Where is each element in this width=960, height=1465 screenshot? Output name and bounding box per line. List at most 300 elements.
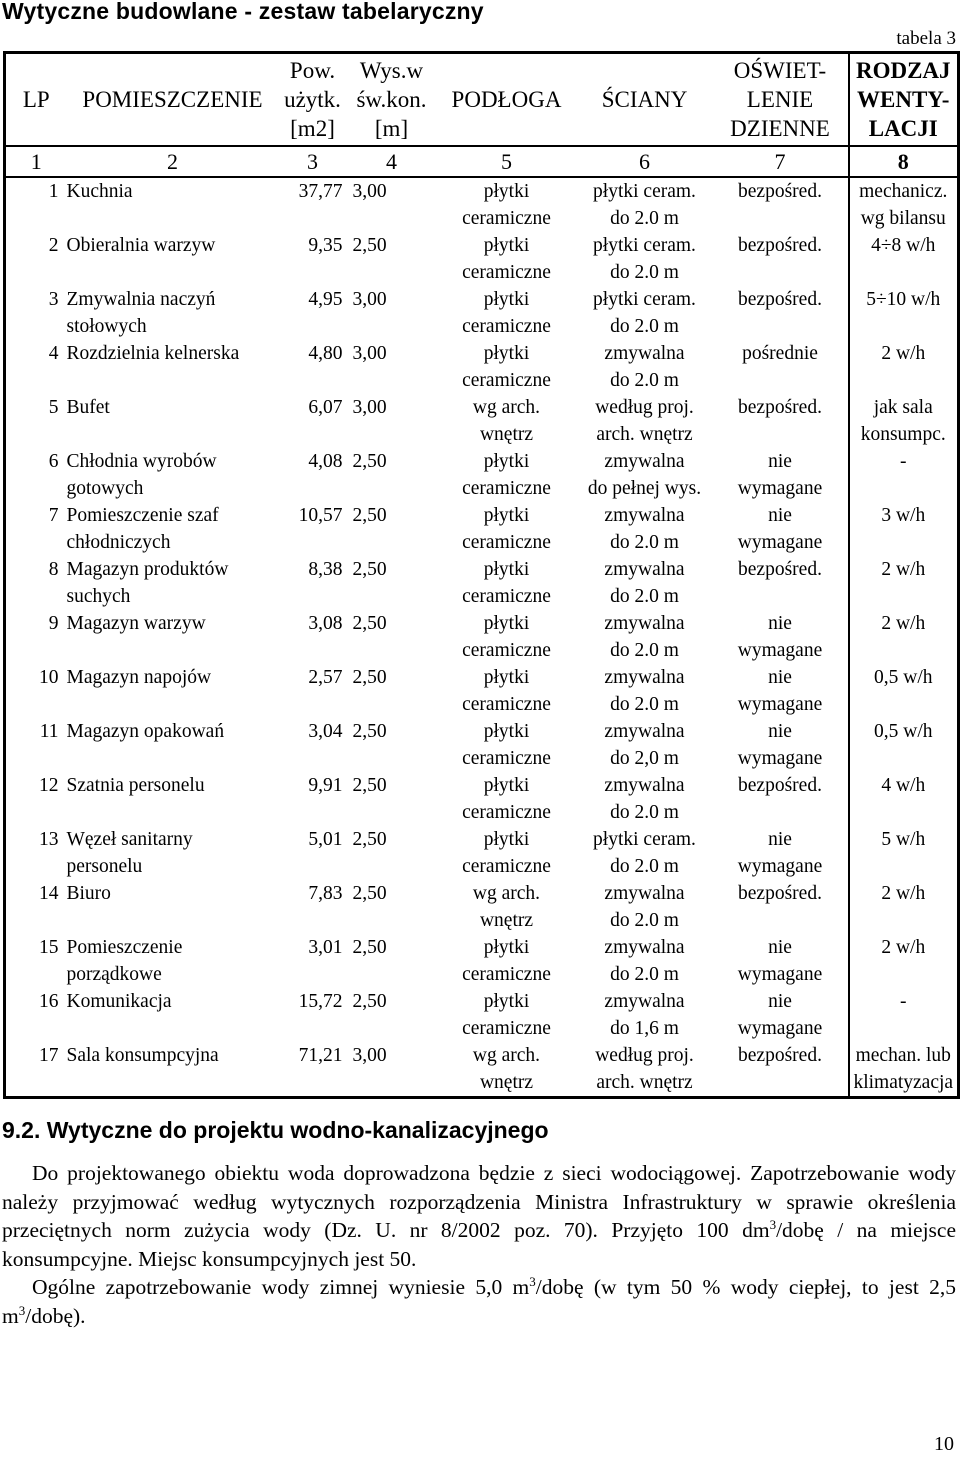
cell-lighting-line: wymagane <box>737 964 823 985</box>
cell-lighting <box>713 934 849 988</box>
cell-lighting <box>713 772 849 826</box>
column-number: 8 <box>849 146 959 177</box>
cell-room-name <box>67 502 279 556</box>
cell-area: 3,08 <box>308 613 343 634</box>
cell-lighting-line: bezpośred. <box>738 559 822 580</box>
table-row <box>5 556 959 610</box>
cell-floor <box>437 448 577 502</box>
cell-walls <box>577 502 713 556</box>
cell-walls <box>577 448 713 502</box>
cell-lp: 10 <box>39 667 59 688</box>
cell-height: 2,50 <box>352 937 387 958</box>
cell-walls-line: płytki ceram. <box>593 235 696 256</box>
cell-lighting <box>713 556 849 610</box>
cell-walls-line: do 2.0 m <box>610 910 679 931</box>
table-row <box>5 934 959 988</box>
cell-height: 3,00 <box>352 343 387 364</box>
cell-walls-line: zmywalna <box>604 343 685 364</box>
cell-walls-line: do 2.0 m <box>610 208 679 229</box>
table-row <box>5 826 959 880</box>
cell-walls-line: do 2.0 m <box>610 964 679 985</box>
cell-walls-line: zmywalna <box>604 991 685 1012</box>
cell-room-name-line: Węzeł sanitarny <box>66 829 193 850</box>
cell-floor <box>437 394 577 448</box>
cell-area: 3,04 <box>308 721 343 742</box>
cell-walls <box>577 232 713 286</box>
cell-walls <box>577 610 713 664</box>
cell-room-name-line: Magazyn produktów <box>66 559 229 580</box>
header-line: DZIENNE <box>730 116 830 141</box>
header-line: RODZAJ <box>855 58 951 83</box>
cell-lighting-line: nie <box>768 451 792 472</box>
cell-area: 6,07 <box>308 397 343 418</box>
cell-ventilation <box>849 286 959 340</box>
cell-ventilation <box>849 1042 959 1098</box>
cell-height: 2,50 <box>352 613 387 634</box>
cell-lp: 13 <box>39 829 59 850</box>
header-line: [m2] <box>290 116 335 141</box>
cell-lp: 12 <box>39 775 59 796</box>
cell-lp: 14 <box>39 883 59 904</box>
cell-height: 2,50 <box>352 775 387 796</box>
paragraph-text: Ogólne zapotrzebowanie wody zimnej wyniesie 5,0 m <box>32 1275 530 1299</box>
cell-ventilation-line: 2 w/h <box>881 559 926 580</box>
superscript: 3 <box>529 1273 536 1289</box>
cell-ventilation-line: 4÷8 w/h <box>871 235 936 256</box>
table-row <box>5 1042 959 1098</box>
cell-walls <box>577 934 713 988</box>
cell-walls <box>577 177 713 232</box>
cell-floor-line: ceramiczne <box>462 370 551 391</box>
cell-room-name-line: gotowych <box>66 478 144 499</box>
page-number: 10 <box>934 1433 954 1455</box>
cell-floor-line: ceramiczne <box>462 748 551 769</box>
cell-area: 15,72 <box>298 991 343 1012</box>
cell-walls-line: płytki ceram. <box>593 289 696 310</box>
cell-lighting-line: wymagane <box>737 748 823 769</box>
table-row <box>5 448 959 502</box>
cell-ventilation <box>849 448 959 502</box>
cell-height: 2,50 <box>352 559 387 580</box>
header-lp <box>5 53 67 147</box>
cell-walls <box>577 772 713 826</box>
cell-room-name <box>67 556 279 610</box>
cell-floor <box>437 718 577 772</box>
cell-lp: 6 <box>48 451 59 472</box>
cell-room-name <box>67 394 279 448</box>
cell-ventilation-line: 0,5 w/h <box>874 721 933 742</box>
cell-walls-line: zmywalna <box>604 613 685 634</box>
header-line: LENIE <box>746 87 814 112</box>
header-line: LACJI <box>868 116 938 141</box>
cell-ventilation-line: 2 w/h <box>881 937 926 958</box>
cell-walls-line: zmywalna <box>604 451 685 472</box>
header-area <box>279 53 347 147</box>
cell-walls-line: arch. wnętrz <box>596 1072 693 1093</box>
cell-floor-line: płytki <box>483 451 530 472</box>
cell-ventilation-line: 2 w/h <box>881 883 926 904</box>
cell-height: 3,00 <box>352 289 387 310</box>
cell-ventilation-line: mechanicz. <box>859 181 948 202</box>
cell-walls <box>577 556 713 610</box>
cell-room-name <box>67 880 279 934</box>
cell-ventilation <box>849 988 959 1042</box>
page-title: Wytyczne budowlane - zestaw tabelaryczny <box>2 0 484 24</box>
cell-lighting-line: wymagane <box>737 694 823 715</box>
cell-lighting-line: nie <box>768 613 792 634</box>
cell-area: 8,38 <box>308 559 343 580</box>
table-row <box>5 880 959 934</box>
cell-room-name-line: Magazyn opakowań <box>66 721 225 742</box>
cell-ventilation <box>849 340 959 394</box>
cell-floor <box>437 880 577 934</box>
header-line: ŚCIANY <box>601 87 688 112</box>
cell-room-name-line: Biuro <box>66 883 111 904</box>
cell-height: 2,50 <box>352 505 387 526</box>
cell-floor-line: płytki <box>483 775 530 796</box>
cell-walls-line: według proj. <box>595 397 694 418</box>
header-line: WENTY- <box>857 87 950 112</box>
cell-lighting-line: wymagane <box>737 856 823 877</box>
cell-lp: 16 <box>39 991 59 1012</box>
cell-ventilation <box>849 502 959 556</box>
cell-lighting <box>713 664 849 718</box>
cell-floor-line: płytki <box>483 937 530 958</box>
cell-walls-line: do 2.0 m <box>610 586 679 607</box>
cell-floor <box>437 232 577 286</box>
header-line: [m] <box>374 116 409 141</box>
header-line: Wys.w <box>359 58 424 83</box>
paragraph-water-supply <box>2 1159 956 1273</box>
cell-lighting-line: wymagane <box>737 1018 823 1039</box>
cell-walls <box>577 664 713 718</box>
cell-walls-line: zmywalna <box>604 721 685 742</box>
cell-floor-line: płytki <box>483 613 530 634</box>
cell-floor <box>437 610 577 664</box>
header-line: LP <box>22 87 50 112</box>
cell-floor-line: płytki <box>483 721 530 742</box>
cell-floor-line: ceramiczne <box>462 532 551 553</box>
cell-room-name <box>67 177 279 232</box>
cell-ventilation <box>849 718 959 772</box>
header-line: PODŁOGA <box>451 87 562 112</box>
cell-lighting-line: bezpośred. <box>738 235 822 256</box>
cell-room-name-line: Kuchnia <box>66 181 133 202</box>
cell-ventilation-line: mechan. lub <box>855 1045 951 1066</box>
cell-lighting <box>713 448 849 502</box>
cell-lp: 1 <box>48 181 59 202</box>
cell-ventilation-line: 0,5 w/h <box>874 667 933 688</box>
cell-height: 2,50 <box>352 667 387 688</box>
cell-floor-line: płytki <box>483 559 530 580</box>
cell-ventilation <box>849 664 959 718</box>
cell-lighting-line: bezpośred. <box>738 883 822 904</box>
cell-area: 9,35 <box>308 235 343 256</box>
cell-floor-line: ceramiczne <box>462 586 551 607</box>
cell-walls-line: zmywalna <box>604 775 685 796</box>
cell-floor-line: płytki <box>483 991 530 1012</box>
cell-room-name <box>67 664 279 718</box>
cell-height: 2,50 <box>352 721 387 742</box>
cell-lp: 17 <box>39 1045 59 1066</box>
cell-lighting-line: bezpośred. <box>738 397 822 418</box>
cell-walls-line: zmywalna <box>604 937 685 958</box>
cell-floor-line: wnętrz <box>479 424 534 445</box>
cell-floor-line: płytki <box>483 343 530 364</box>
cell-lighting <box>713 1042 849 1098</box>
cell-room-name <box>67 718 279 772</box>
cell-lp: 9 <box>48 613 59 634</box>
cell-walls-line: zmywalna <box>604 667 685 688</box>
cell-floor-line: płytki <box>483 829 530 850</box>
superscript: 3 <box>769 1216 777 1232</box>
cell-room-name <box>67 772 279 826</box>
cell-lp: 5 <box>48 397 59 418</box>
cell-room-name-line: porządkowe <box>66 964 162 985</box>
cell-area: 7,83 <box>308 883 343 904</box>
cell-ventilation-line: 5 w/h <box>881 829 926 850</box>
cell-room-name-line: stołowych <box>66 316 147 337</box>
header-floor <box>437 53 577 147</box>
cell-lighting <box>713 826 849 880</box>
cell-area: 4,95 <box>308 289 343 310</box>
cell-walls-line: do 2.0 m <box>610 802 679 823</box>
cell-area: 2,57 <box>308 667 343 688</box>
cell-height: 3,00 <box>352 397 387 418</box>
cell-floor <box>437 988 577 1042</box>
cell-floor <box>437 340 577 394</box>
cell-walls-line: do 2.0 m <box>610 532 679 553</box>
cell-walls-line: do 2.0 m <box>610 316 679 337</box>
cell-room-name <box>67 988 279 1042</box>
cell-walls-line: do 2.0 m <box>610 856 679 877</box>
cell-floor-line: płytki <box>483 289 530 310</box>
cell-walls-line: płytki ceram. <box>593 181 696 202</box>
cell-lp: 7 <box>48 505 59 526</box>
column-number: 6 <box>577 146 713 177</box>
cell-floor-line: wnętrz <box>479 1072 534 1093</box>
cell-walls-line: do 2.0 m <box>610 262 679 283</box>
table-row <box>5 772 959 826</box>
cell-ventilation <box>849 826 959 880</box>
section-body <box>2 1159 956 1330</box>
cell-room-name <box>67 1042 279 1098</box>
header-row <box>5 53 959 147</box>
cell-lighting-line: bezpośred. <box>738 1045 822 1066</box>
cell-height: 3,00 <box>352 181 387 202</box>
table-row <box>5 664 959 718</box>
cell-ventilation-line: wg bilansu <box>860 208 946 229</box>
cell-room-name <box>67 286 279 340</box>
cell-walls-line: do 1,6 m <box>610 1018 679 1039</box>
cell-room-name-line: Szatnia personelu <box>66 775 205 796</box>
cell-ventilation-line: - <box>900 991 907 1012</box>
cell-floor-line: ceramiczne <box>462 802 551 823</box>
cell-walls <box>577 988 713 1042</box>
cell-floor-line: wg arch. <box>472 397 541 418</box>
cell-lighting-line: nie <box>768 721 792 742</box>
cell-ventilation <box>849 772 959 826</box>
cell-ventilation-line: 4 w/h <box>881 775 926 796</box>
table-caption: tabela 3 <box>896 28 956 49</box>
cell-walls <box>577 718 713 772</box>
cell-lighting-line: nie <box>768 505 792 526</box>
cell-lighting <box>713 610 849 664</box>
cell-walls <box>577 340 713 394</box>
table-row <box>5 340 959 394</box>
cell-walls-line: do 2.0 m <box>610 640 679 661</box>
superscript: 3 <box>18 1302 26 1318</box>
column-number: 4 <box>347 146 437 177</box>
cell-lighting-line: nie <box>768 991 792 1012</box>
header-ventilation <box>849 53 959 147</box>
cell-room-name-line: Komunikacja <box>66 991 172 1012</box>
cell-room-name-line: Pomieszczenie <box>66 937 183 958</box>
paragraph-water-demand <box>2 1273 956 1330</box>
cell-lighting-line: wymagane <box>737 640 823 661</box>
cell-floor <box>437 772 577 826</box>
cell-ventilation <box>849 610 959 664</box>
cell-floor-line: ceramiczne <box>462 964 551 985</box>
cell-height: 2,50 <box>352 883 387 904</box>
cell-area: 9,91 <box>308 775 343 796</box>
cell-floor <box>437 664 577 718</box>
cell-lighting-line: nie <box>768 667 792 688</box>
cell-room-name <box>67 232 279 286</box>
cell-area: 37,77 <box>298 181 343 202</box>
cell-lighting <box>713 232 849 286</box>
cell-floor <box>437 286 577 340</box>
cell-area: 4,80 <box>308 343 343 364</box>
cell-ventilation-line: konsumpc. <box>860 424 946 445</box>
cell-floor-line: ceramiczne <box>462 478 551 499</box>
header-lighting <box>713 53 849 147</box>
cell-floor-line: ceramiczne <box>462 640 551 661</box>
cell-walls-line: arch. wnętrz <box>596 424 693 445</box>
header-walls <box>577 53 713 147</box>
cell-walls-line: zmywalna <box>604 883 685 904</box>
column-number-row <box>5 146 959 177</box>
paragraph-text: Do projektowanego obiektu woda doprowadzona będzie z sieci wodociągowej. Zapotrzebowanie wody należy przyjmować według wytycznych rozporządzenia Ministra Infrastruktury w sprawie określenia przeciętnych norm zużycia wody (Dz. U. nr 8/2002 poz. 70). Przyjęto 100 dm <box>2 1161 956 1242</box>
cell-ventilation <box>849 934 959 988</box>
cell-room-name-line: chłodniczych <box>66 532 171 553</box>
cell-walls <box>577 1042 713 1098</box>
cell-floor-line: płytki <box>483 505 530 526</box>
cell-walls-line: według proj. <box>595 1045 694 1066</box>
cell-lp: 15 <box>39 937 59 958</box>
cell-floor <box>437 1042 577 1098</box>
cell-room-name <box>67 934 279 988</box>
cell-ventilation <box>849 394 959 448</box>
header-line: POMIESZCZENIE <box>82 87 263 112</box>
header-height <box>347 53 437 147</box>
cell-walls-line: do 2.0 m <box>610 370 679 391</box>
cell-room-name <box>67 610 279 664</box>
cell-room-name-line: Obieralnia warzyw <box>66 235 216 256</box>
cell-room-name-line: Rozdzielnia kelnerska <box>66 343 240 364</box>
table-row <box>5 988 959 1042</box>
header-line: św.kon. <box>356 87 427 112</box>
cell-lighting-line: nie <box>768 829 792 850</box>
cell-lp: 11 <box>39 721 59 742</box>
cell-floor-line: wg arch. <box>472 1045 541 1066</box>
cell-lighting-line: wymagane <box>737 532 823 553</box>
cell-floor-line: ceramiczne <box>462 262 551 283</box>
table-row <box>5 232 959 286</box>
cell-floor <box>437 826 577 880</box>
cell-ventilation <box>849 177 959 232</box>
cell-height: 2,50 <box>352 451 387 472</box>
cell-ventilation-line: - <box>900 451 907 472</box>
cell-area: 71,21 <box>298 1045 343 1066</box>
cell-lighting <box>713 988 849 1042</box>
cell-lighting <box>713 502 849 556</box>
cell-room-name-line: Zmywalnia naczyń <box>66 289 216 310</box>
cell-ventilation-line: klimatyzacja <box>853 1072 954 1093</box>
cell-height: 2,50 <box>352 991 387 1012</box>
cell-lighting <box>713 718 849 772</box>
cell-room-name-line: Magazyn napojów <box>66 667 212 688</box>
cell-room-name-line: Magazyn warzyw <box>66 613 206 634</box>
cell-floor-line: ceramiczne <box>462 694 551 715</box>
cell-room-name <box>67 448 279 502</box>
cell-room-name-line: suchych <box>66 586 131 607</box>
column-number: 5 <box>437 146 577 177</box>
header-line: Pow. <box>289 58 336 83</box>
table-row <box>5 718 959 772</box>
paragraph-text: /dobę). <box>25 1303 86 1328</box>
column-number: 3 <box>279 146 347 177</box>
cell-walls-line: do pełnej wys. <box>587 478 702 499</box>
section-heading: 9.2. Wytyczne do projektu wodno-kanalizacyjnego <box>2 1117 549 1143</box>
cell-floor-line: płytki <box>483 667 530 688</box>
cell-room-name-line: Sala konsumpcyjna <box>66 1045 219 1066</box>
cell-lighting-line: pośrednie <box>742 343 818 364</box>
cell-room-name-line: Bufet <box>66 397 110 418</box>
header-room <box>67 53 279 147</box>
cell-room-name-line: Pomieszczenie szaf <box>66 505 219 526</box>
cell-room-name <box>67 340 279 394</box>
table-body <box>5 177 959 1098</box>
cell-walls-line: płytki ceram. <box>593 829 696 850</box>
header-line: OŚWIET- <box>733 58 827 83</box>
cell-ventilation-line: 5÷10 w/h <box>866 289 941 310</box>
column-number: 2 <box>67 146 279 177</box>
table-row <box>5 394 959 448</box>
column-number: 1 <box>5 146 67 177</box>
cell-area: 4,08 <box>308 451 343 472</box>
cell-walls <box>577 286 713 340</box>
cell-floor <box>437 502 577 556</box>
cell-room-name-line: Chłodnia wyrobów <box>66 451 217 472</box>
cell-ventilation <box>849 232 959 286</box>
cell-floor-line: ceramiczne <box>462 316 551 337</box>
cell-floor <box>437 556 577 610</box>
cell-height: 2,50 <box>352 829 387 850</box>
cell-walls <box>577 880 713 934</box>
cell-walls-line: zmywalna <box>604 559 685 580</box>
cell-lp: 8 <box>48 559 59 580</box>
cell-walls-line: do 2.0 m <box>610 694 679 715</box>
cell-floor-line: ceramiczne <box>462 208 551 229</box>
cell-ventilation-line: 3 w/h <box>881 505 926 526</box>
table-row <box>5 610 959 664</box>
cell-walls <box>577 394 713 448</box>
cell-lighting <box>713 340 849 394</box>
cell-lighting <box>713 394 849 448</box>
cell-ventilation <box>849 556 959 610</box>
cell-floor-line: ceramiczne <box>462 1018 551 1039</box>
